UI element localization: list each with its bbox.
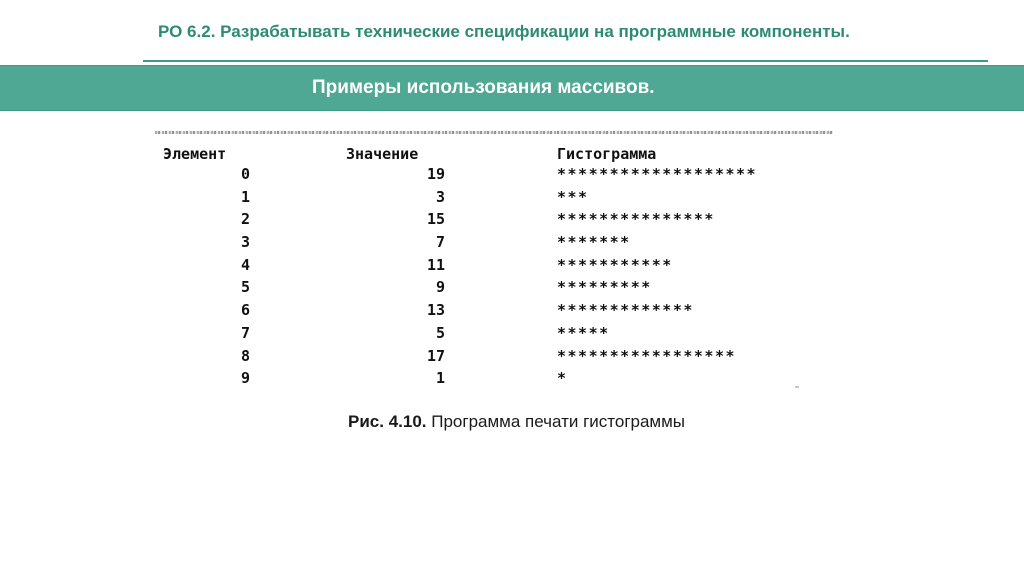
histogram-bar: * (557, 369, 568, 388)
table-row (155, 254, 835, 277)
column-header-element: Элемент (163, 145, 227, 163)
histogram-bar: ********* (557, 278, 652, 297)
table-row (155, 299, 835, 322)
element-value: 1 (435, 369, 445, 388)
element-index: 4 (240, 255, 250, 274)
caption-text: Программа печати гистограммы (426, 412, 686, 431)
section-banner (0, 65, 1024, 111)
element-value: 15 (426, 210, 445, 229)
element-index: 3 (240, 233, 250, 252)
slide-title: РО 6.2. Разрабатывать технические спецификации на программные компоненты. (158, 22, 850, 41)
scan-top-edge (155, 131, 833, 134)
histogram-bar: *************** (557, 210, 715, 229)
histogram-bar: ******* (557, 233, 631, 252)
table-row (155, 276, 835, 299)
histogram-bar: ************* (557, 301, 694, 320)
column-header-histogram: Гистограмма (557, 145, 657, 163)
element-value: 3 (435, 187, 445, 206)
histogram-bar: ***************** (557, 346, 737, 365)
table-row (155, 367, 835, 390)
element-index: 2 (240, 210, 250, 229)
title-underline (143, 60, 988, 62)
element-value: 17 (426, 346, 445, 365)
element-index: 7 (240, 323, 250, 342)
element-value: 9 (435, 278, 445, 297)
histogram-rows (155, 163, 835, 390)
table-row (155, 231, 835, 254)
banner-text: Примеры использования массивов. (312, 77, 655, 98)
table-row (155, 186, 835, 209)
element-index: 5 (240, 278, 250, 297)
element-index: 9 (240, 369, 250, 388)
element-index: 8 (240, 346, 250, 365)
element-value: 5 (435, 323, 445, 342)
histogram-bar: ******************* (557, 165, 758, 183)
histogram-bar: *** (557, 187, 589, 206)
histogram-bar: ***** (557, 323, 610, 342)
table-row (155, 322, 835, 345)
column-header-value: Значение (346, 145, 419, 163)
histogram-bar: *********** (557, 255, 673, 274)
table-row (155, 163, 835, 186)
table-row (155, 208, 835, 231)
figure-caption (348, 412, 685, 432)
element-value: 11 (426, 255, 445, 274)
histogram-figure (155, 131, 835, 391)
table-row (155, 345, 835, 368)
element-value: 19 (426, 165, 445, 183)
element-index: 1 (240, 187, 250, 206)
element-index: 0 (240, 165, 250, 183)
element-index: 6 (240, 301, 250, 320)
caption-number: Рис. 4.10. (348, 412, 427, 431)
scan-artifact (795, 386, 799, 388)
element-value: 13 (426, 301, 445, 320)
element-value: 7 (435, 233, 445, 252)
